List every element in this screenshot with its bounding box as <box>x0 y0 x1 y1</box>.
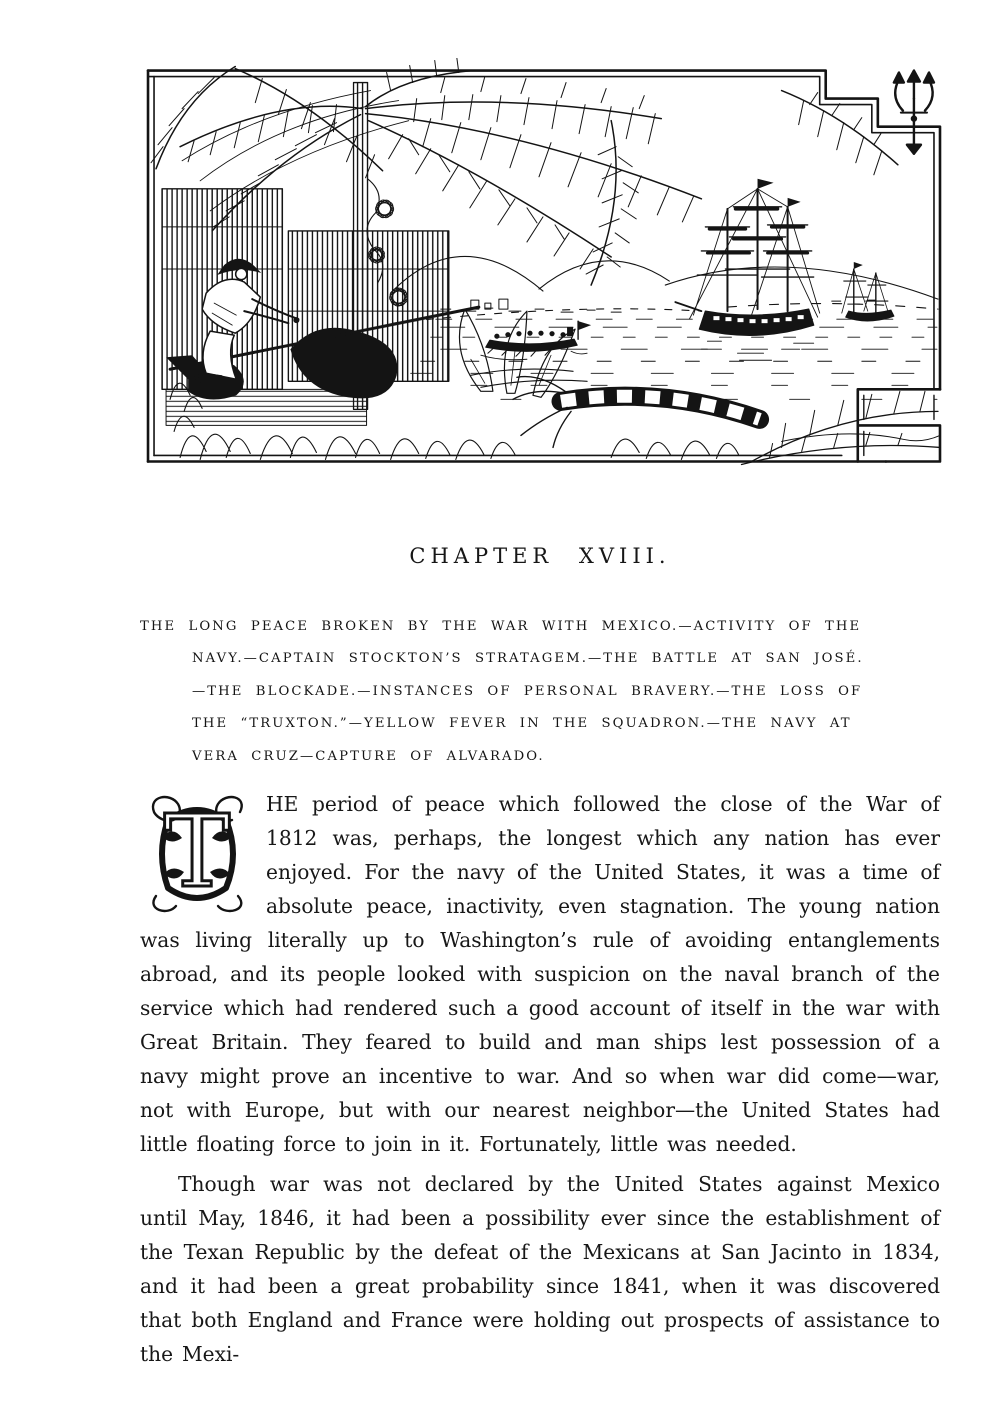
summary-line: THE LONG PEACE BROKEN BY THE WAR WITH MEXICO.—ACTIVITY OF THE <box>140 619 862 634</box>
bottom-fronds <box>742 391 940 464</box>
summary-line: THE “TRUXTON.”—YELLOW FEVER IN THE SQUADRON.—THE NAVY AT <box>192 716 852 732</box>
summary-line: NAVY.—CAPTAIN STOCKTON’S STRATAGEM.—THE BATTLE AT SAN JOSÉ. <box>192 651 864 667</box>
water <box>411 319 937 399</box>
small-ship <box>842 262 894 321</box>
paragraph-2: Though war was not declared by the United States against Mexico until May, 1846, it had been a possibility ever since the establishment of the Texan Republic by the defeat of the Mexicans at San Jacinto in 1834, and it had been a great probability since 1841, when it was discovered that both England and France were holding out prospects of assistance to the Mexi- <box>140 1172 940 1366</box>
summary-line: —THE BLOCKADE.—INSTANCES OF PERSONAL BRAVERY.—THE LOSS OF <box>192 683 863 699</box>
drop-cap <box>140 792 254 916</box>
warship <box>675 179 819 360</box>
drop-cap-letter: T <box>163 793 231 910</box>
chapter-summary <box>140 611 950 773</box>
fallen-palm-trunk <box>513 377 760 448</box>
chapter-headpiece-illustration <box>140 58 942 468</box>
trident-icon <box>894 71 934 154</box>
chapter-heading: CHAPTER XVIII. <box>409 544 671 568</box>
body-text <box>140 787 940 1371</box>
summary-line: VERA CRUZ—CAPTURE OF ALVARADO. <box>192 748 545 764</box>
paragraph-1-text: HE period of peace which followed the close of the War of 1812 was, perhaps, the longest which any nation has ever enjoyed. For the navy of the United States, it was a time of absolute peace, inactivity, even stagnation. The young nation was living literally up to Washington’s rule of avoiding entanglements abroad, and its people looked with suspicion on the naval branch of the service which had rendered such a good account of itself in the war with Great Britain. They feared to build and man ships lest possession of a navy might prove an incentive to war. And so when war did come—war, not with Europe, but with our nearest neighbor—the United States had little floating force to join in it. Fortunately, little was needed. <box>140 792 940 1156</box>
foreground-leaves <box>459 309 575 397</box>
paragraph-1 <box>140 787 940 1161</box>
